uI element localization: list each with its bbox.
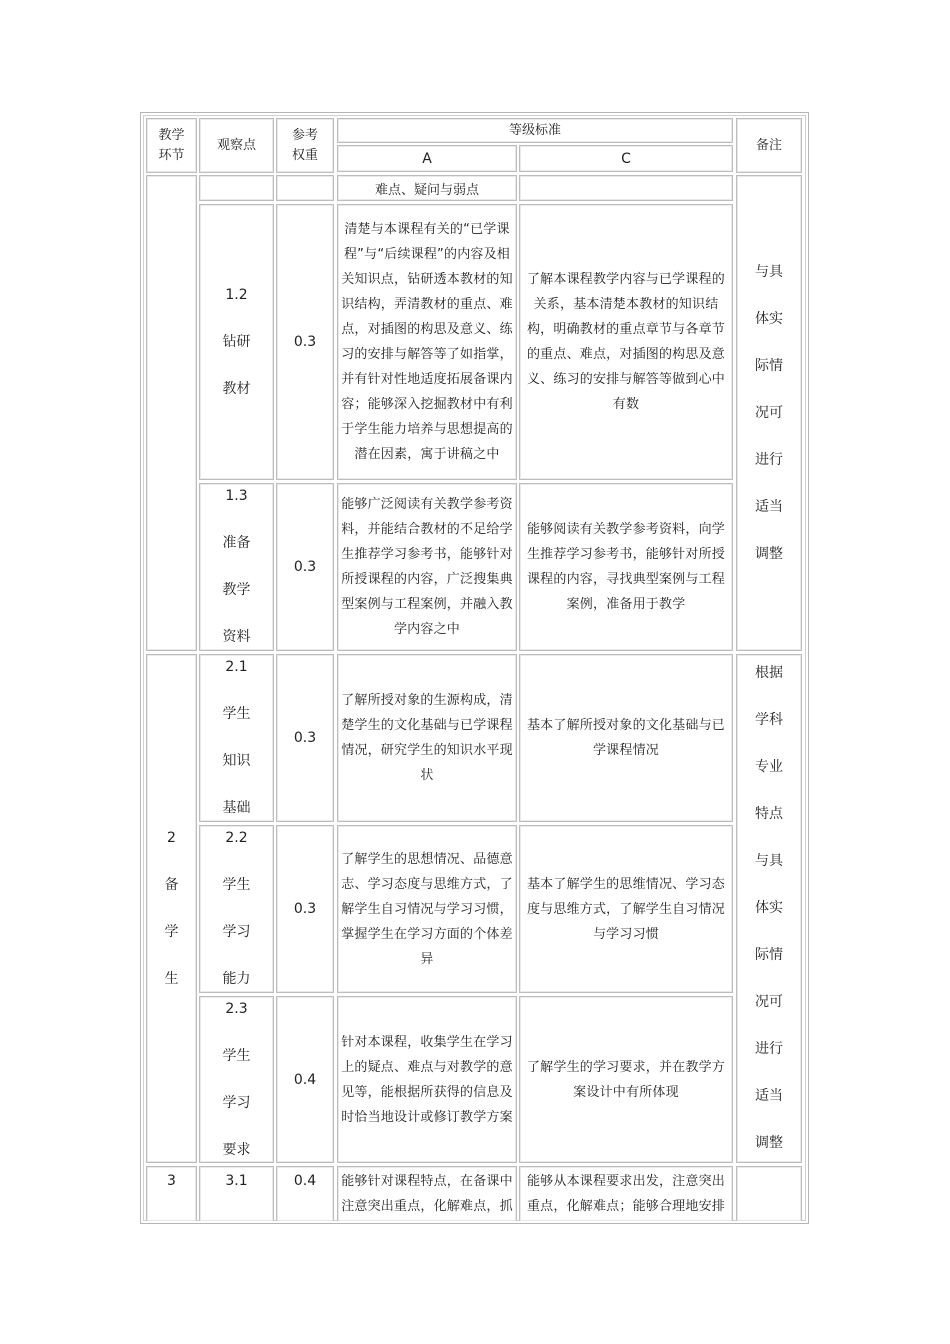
section1-remark: [736, 175, 802, 651]
remark2-line3: 专业: [755, 759, 783, 775]
header-observation-point: 观察点: [199, 118, 274, 173]
row23-point-line2: 学习: [222, 1094, 251, 1111]
remark1-line6: 适当: [755, 498, 783, 515]
row13-point-line3: 资料: [222, 629, 251, 645]
remark2-line2: 学科: [755, 712, 783, 728]
row13-point-line2: 教学: [222, 582, 251, 598]
row12-grade-a: 清楚与本课程有关的“已学课程”与“后续课程”的内容及相关知识点，钻研透本教材的知识结构，弄清教材的重点、难点，对插图的构思及意义、练习的安排与解答等了如指掌，并有针对性地适度拓展备课内容；能够深入挖掘教材中有利于学生能力培养与思想提高的潜在因素，寓于讲稿之中: [337, 204, 517, 480]
row22-grade-c: 基本了解学生的思维情况、学习态度与思维方式，了解学生自习情况与学习习惯: [519, 825, 733, 993]
header-weight-line1: 参考: [291, 127, 318, 143]
row12-point: [199, 204, 274, 480]
row0-weight-cell: [276, 175, 334, 201]
header-grade-standard: 等级标准: [337, 118, 733, 143]
remark2-line10: 适当: [755, 1088, 783, 1104]
row22-point: [199, 825, 274, 993]
remark2-line8: 况可: [755, 994, 783, 1010]
row12-grade-c: 了解本课程教学内容与已学课程的关系，基本清楚本教材的知识结构，明确教材的重点章节与各章节的重点、难点，对插图的构思及意义、练习的安排与解答等做到心中有数: [519, 204, 733, 480]
section1-stage-cell: [146, 175, 197, 651]
remark2-line1: 根据: [755, 665, 783, 681]
row23-grade-a: 针对本课程，收集学生在学习上的疑点、难点与对教学的意见等，能根据所获得的信息及时恰当地设计或修订教学方案: [337, 996, 517, 1163]
row23-point-num: 2.3: [225, 1000, 248, 1017]
remark1-line2: 体实: [755, 310, 783, 327]
header-grade-c: C: [519, 145, 733, 172]
section2-char3: 生: [164, 970, 179, 987]
row13-point-line1: 准备: [222, 535, 251, 551]
row22-point-num: 2.2: [225, 830, 248, 846]
row21-point-line1: 学生: [222, 706, 251, 722]
row0-grade-c: [519, 175, 733, 201]
row21-point: [199, 654, 274, 822]
row21-point-line3: 基础: [222, 800, 251, 816]
row12-weight: 0.3: [276, 204, 334, 480]
row22-weight: 0.3: [276, 825, 334, 993]
remark2-line7: 际情: [755, 947, 783, 963]
remark1-line7: 调整: [755, 545, 783, 562]
row21-weight: 0.3: [276, 654, 334, 822]
header-teaching-stage-line2: 环节: [158, 147, 185, 163]
section2-char1: 备: [164, 876, 179, 893]
row12-point-num: 1.2: [225, 286, 248, 303]
row31-grade-c: 能够从本课程要求出发，注意突出重点，化解难点；能够合理地安排: [519, 1166, 733, 1221]
row23-point-line3: 要求: [222, 1141, 251, 1158]
row0-grade-a: 难点、疑问与弱点: [337, 175, 517, 201]
row13-grade-c: 能够阅读有关教学参考资料，向学生推荐学习参考书，能够针对所授课程的内容，寻找典型案例与工程案例，准备用于教学: [519, 483, 733, 651]
remark2-line6: 体实: [755, 900, 783, 916]
row23-point: [199, 996, 274, 1163]
remark2-line9: 进行: [755, 1041, 783, 1057]
remark2-line11: 调整: [755, 1135, 783, 1151]
remark1-line1: 与具: [755, 263, 783, 280]
remark2-line4: 特点: [755, 806, 783, 822]
row21-point-line2: 知识: [222, 753, 251, 769]
row22-point-line2: 学习: [222, 924, 251, 940]
section2-num: 2: [167, 829, 176, 846]
header-grade-a: A: [337, 145, 517, 172]
section2-remark: [736, 654, 802, 1163]
row31-remark: [736, 1166, 802, 1221]
header-teaching-stage-line1: 教学: [158, 127, 185, 143]
row21-grade-c: 基本了解所授对象的文化基础与已学课程情况: [519, 654, 733, 822]
row13-grade-a: 能够广泛阅读有关教学参考资料，并能结合教材的不足给学生推荐学习参考书，能够针对所授课程的内容，广泛搜集典型案例与工程案例，并融入教学内容之中: [337, 483, 517, 651]
section2-char2: 学: [164, 923, 179, 940]
section2-stage: [146, 654, 197, 1163]
row31-weight: 0.4: [276, 1166, 334, 1221]
row13-weight: 0.3: [276, 483, 334, 651]
row12-point-line2: 教材: [222, 380, 251, 397]
header-teaching-stage: [146, 118, 197, 173]
remark1-line5: 进行: [755, 451, 783, 468]
header-weight-line2: 权重: [291, 147, 318, 163]
row22-point-line1: 学生: [222, 877, 251, 893]
row12-point-line1: 钻研: [222, 333, 251, 350]
row23-grade-c: 了解学生的学习要求，并在教学方案设计中有所体现: [519, 996, 733, 1163]
remark1-line4: 况可: [755, 404, 783, 421]
row21-grade-a: 了解所授对象的生源构成，清楚学生的文化基础与已学课程情况，研究学生的知识水平现状: [337, 654, 517, 822]
remark1-line3: 际情: [755, 357, 783, 374]
row22-grade-a: 了解学生的思想情况、品德意志、学习态度与思维方式，了解学生自习情况与学习习惯，掌握学生在学习方面的个体差异: [337, 825, 517, 993]
header-remark: 备注: [736, 118, 802, 173]
row23-point-line1: 学生: [222, 1047, 251, 1064]
row23-weight: 0.4: [276, 996, 334, 1163]
row13-point-num: 1.3: [225, 488, 248, 504]
row31-point: 3.1: [199, 1166, 274, 1221]
row31-stage: 3: [146, 1166, 197, 1221]
row0-point-cell: [199, 175, 274, 201]
remark2-line5: 与具: [755, 853, 783, 869]
row31-grade-a: 能够针对课程特点，在备课中注意突出重点，化解难点，抓: [337, 1166, 517, 1221]
row22-point-line3: 能力: [222, 971, 251, 987]
row13-point: [199, 483, 274, 651]
row21-point-num: 2.1: [225, 659, 248, 675]
header-weight: [276, 118, 334, 173]
